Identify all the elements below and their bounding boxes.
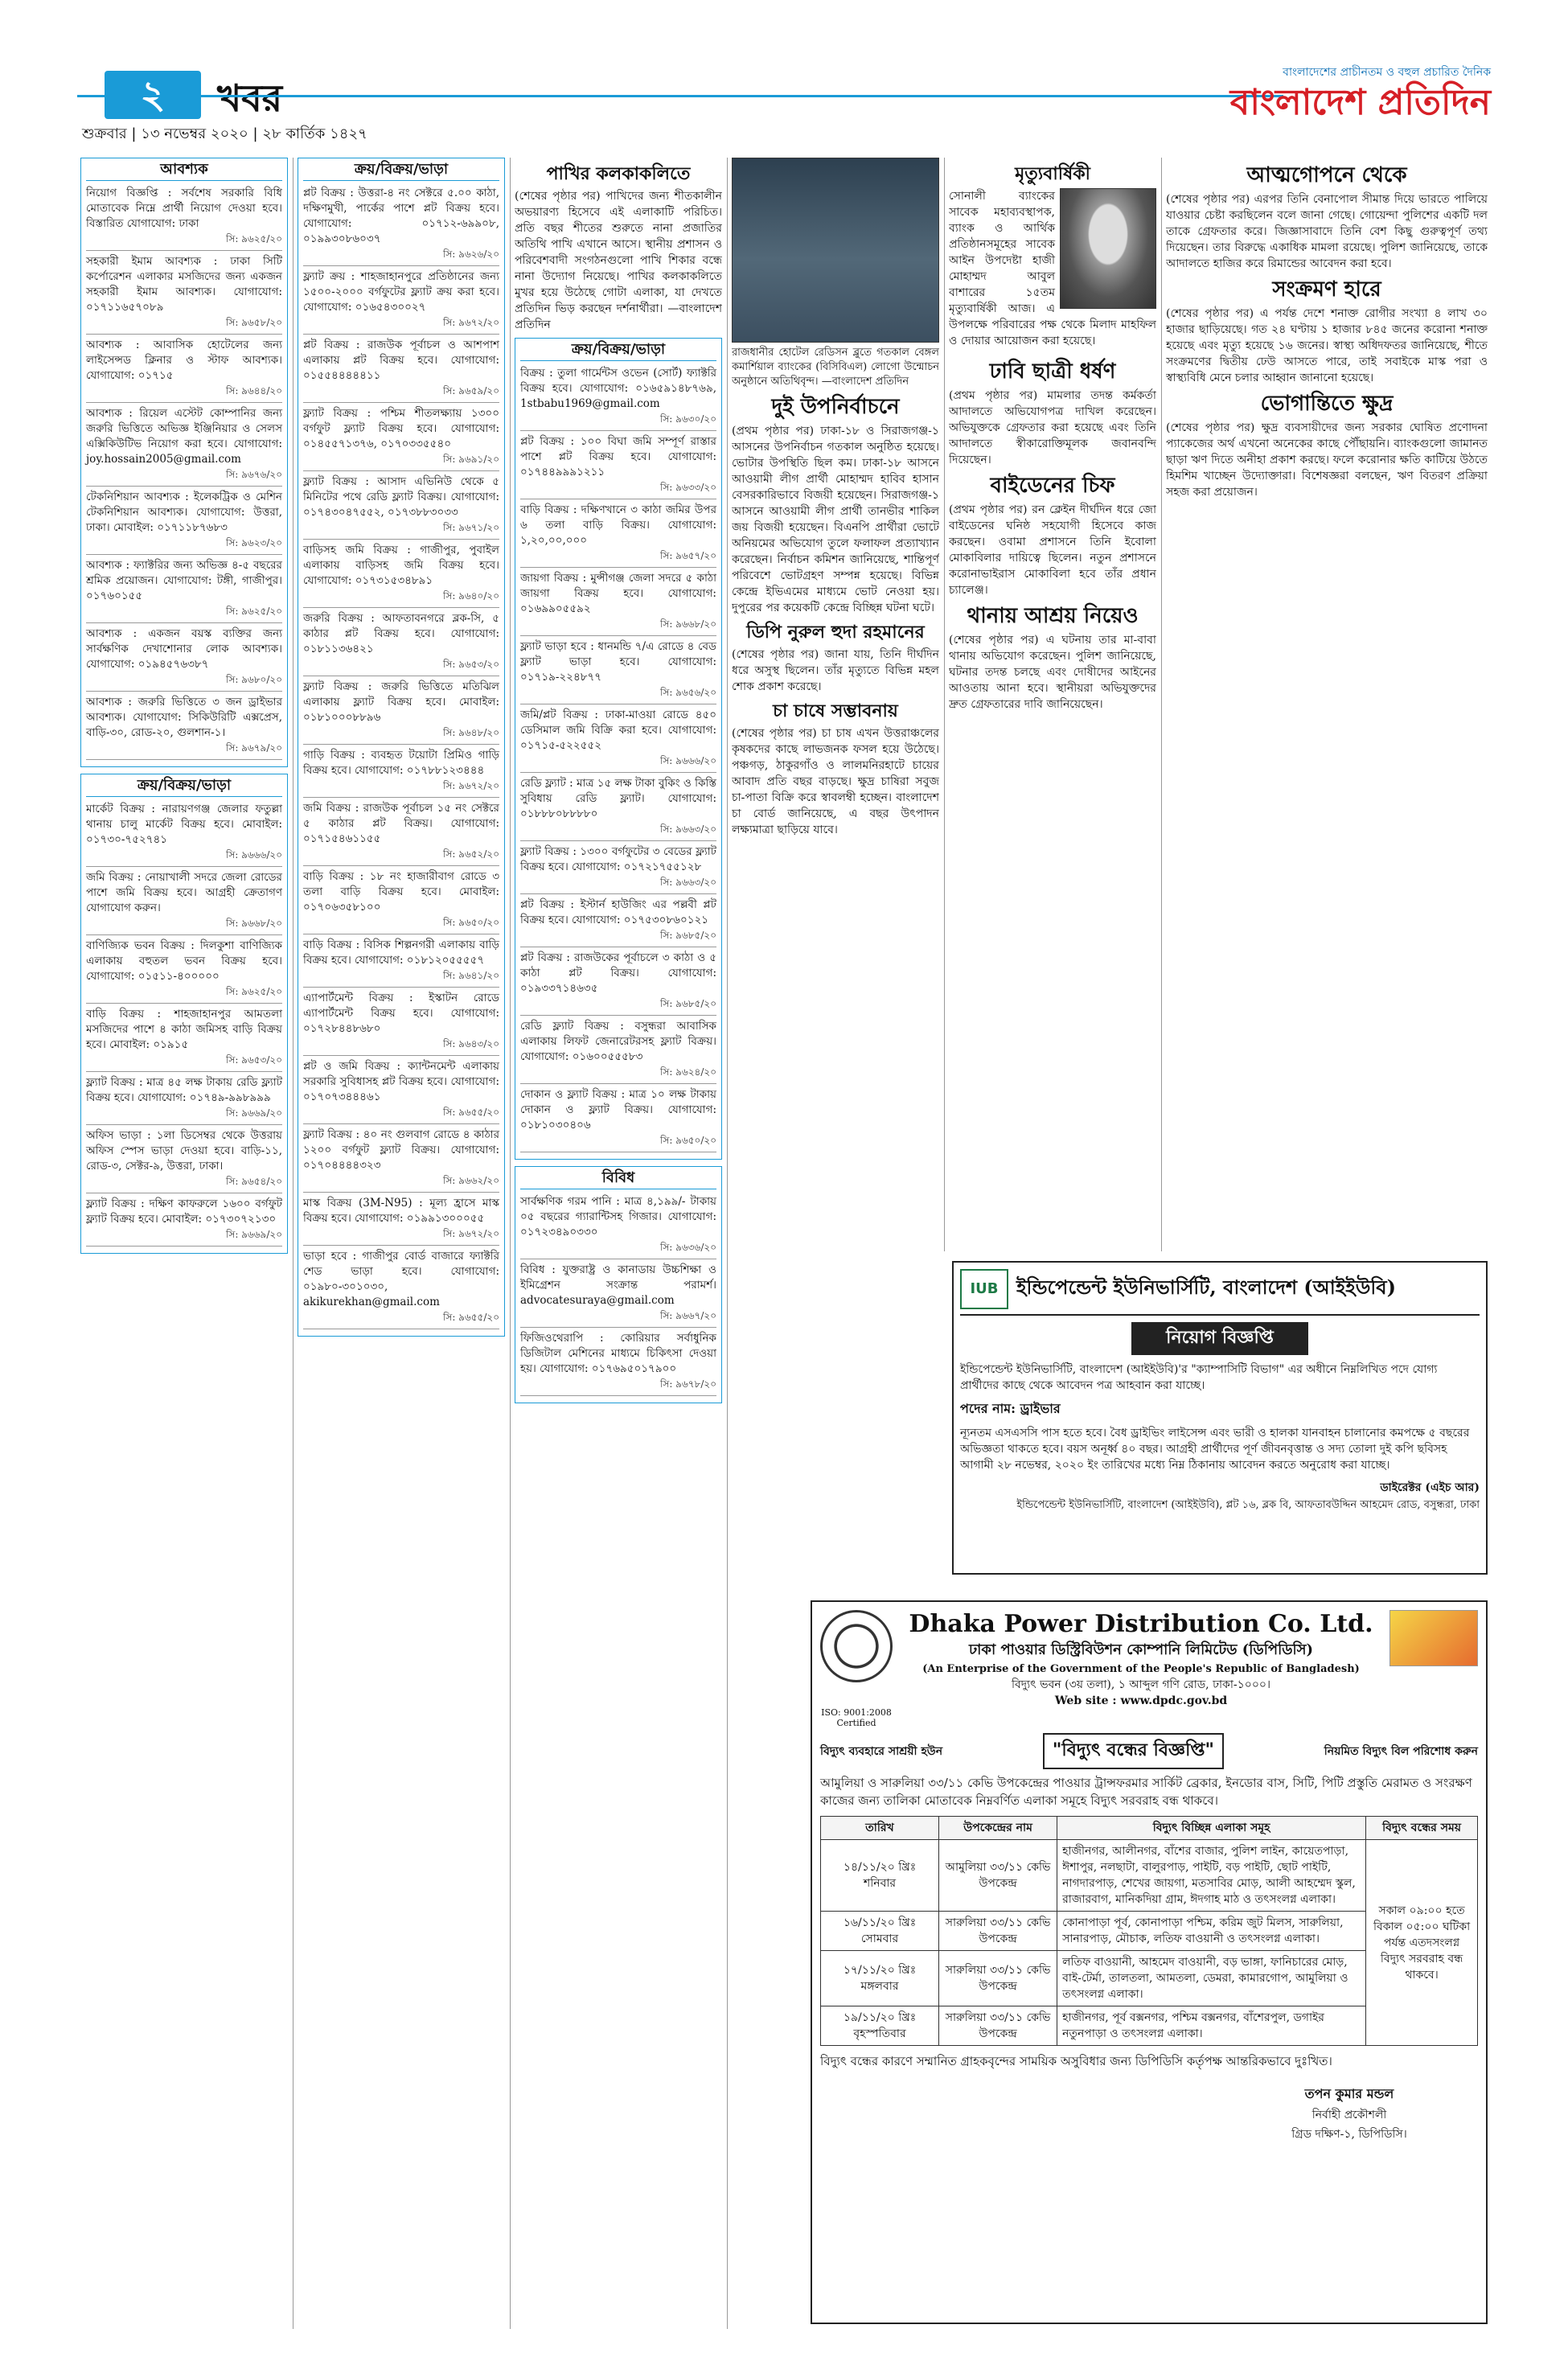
ad-text: টেকনিশিয়ান আবশ্যক : ইলেকট্রিক ও মেশিন টেকনিশিয়ান আবশ্যক। যোগাযোগ: উত্তরা, ঢাকা। মোবাইল: ০১৭১১৮৭৬৮৩ — [86, 491, 282, 534]
company-name-en: Dhaka Power Distribution Co. Ltd. — [909, 1610, 1373, 1638]
classified-ad[interactable] — [86, 695, 282, 760]
notice-body: ন্যূনতম এসএসসি পাস হতে হবে। বৈধ ড্রাইভিং লাইসেন্স এবং ভারী ও হালকা যানবাহন চালানোর কমপক্ষে ৫ বছরের অভিজ্ঞতা থাকতে হবে। বয়স অনূর্ধ্ব ৪০ বছর। আগ্রহী প্রার্থীদের পূর্ণ জীবনবৃত্তান্ত ও সদ্য তোলা দুই কপি ছবিসহ আগামী ২৮ নভেম্বর, ২০২০ ইং তারিখের মধ্যে নিম্ন ঠিকানায় আবেদন করতে অনুরোধ করা যাচ্ছে। — [960, 1427, 1470, 1472]
ad-code: সি: ৯৬৩৩/২০ — [659, 482, 716, 493]
story-headline[interactable]: ভোগান্তিতে ক্ষুদ্র — [1260, 392, 1394, 416]
column-divider — [944, 158, 945, 1251]
classified-ad[interactable] — [86, 186, 282, 251]
column-4 — [732, 158, 939, 1259]
classified-ad[interactable] — [86, 1007, 282, 1072]
section-heading: ক্রয়/বিক্রয়/ভাড়া — [520, 342, 716, 361]
ad-code: সি: ৯৬৫০/২০ — [659, 1135, 716, 1146]
ad-code: সি: ৯৬২৫/২০ — [225, 986, 282, 997]
ad-text: আবশ্যক : জরুরি ভিত্তিতে ৩ জন ড্রাইভার আবশ্যক। যোগাযোগ: সিকিউরিটি এক্সপ্রেস, বাড়ি-৩০, রোড-২০, গুলশান-১। — [86, 696, 282, 739]
story-body: (প্রথম পৃষ্ঠার পর) রন ক্লেইন দীর্ঘদিন ধরে জো বাইডেনের ঘনিষ্ঠ সহযোগী হিসেবে কাজ করছেন। ওবামা প্রশাসনে তিনি ইবোলা মোকাবিলার দায়িত্বে ছিলেন। নতুন প্রশাসনে করোনাভাইরাস মোকাবিলা হবে তাঁর প্রধান চ্যালেঞ্জ। — [949, 503, 1156, 597]
story-body: (শেষের পৃষ্ঠার পর) এ পর্যন্ত দেশে শনাক্ত রোগীর সংখ্যা ৪ লাখ ৩০ হাজার ছাড়িয়েছে। গত ২৪ ঘণ্টায় ১ হাজার ৮৪৫ জনের করোনা শনাক্ত হয়েছে এবং মৃত্যু হয়েছে ১৬ জনের। স্বাস্থ্য অধিদফতর জানিয়েছে, শীতে সংক্রমণের দ্বিতীয় ঢেউ আসতে পারে, তাই সবাইকে মাস্ক পরা ও স্বাস্থ্যবিধি মেনে চলার আহ্বান জানানো হয়েছে। — [1166, 307, 1488, 384]
story-body: (প্রথম পৃষ্ঠার পর) ঢাকা-১৮ ও সিরাজগঞ্জ-১ আসনের উপনির্বাচন গতকাল অনুষ্ঠিত হয়েছে। ভোটার উপস্থিতি ছিল কম। ঢাকা-১৮ আসনে আওয়ামী লীগ প্রার্থী মোহাম্মদ হাবিব হাসান বেসরকারিভাবে বিজয়ী হয়েছেন। সিরাজগঞ্জ-১ আসনে আওয়ামী লীগ প্রার্থী তানভীর শাকিল জয় বিজয়ী হয়েছেন। বিএনপি প্রার্থীরা ভোটে অনিয়মের অভিযোগ তুলে ফলাফল প্রত্যাখ্যান করেছেন। নির্বাচন কমিশন জানিয়েছে, শান্তিপূর্ণ পরিবেশে ভোটগ্রহণ সম্পন্ন হয়েছে। বিভিন্ন কেন্দ্রে ইভিএমের মাধ্যমে ভোট নেওয়া হয়। দুপুরের পর কয়েকটি কেন্দ্রে বিচ্ছিন্ন ঘটনা ঘটে। — [732, 425, 939, 614]
enterprise-line: (An Enterprise of the Government of the People's Republic of Bangladesh) — [922, 1663, 1360, 1675]
dpdc-header — [820, 1610, 1478, 1707]
classified-ad[interactable] — [303, 801, 499, 866]
ad-text: গাড়ি বিক্রয় : ব্যবহৃত টয়োটা প্রিমিও গাড়ি বিক্রয় হবে। যোগাযোগ: ০১৭৮৮১২৩৪৪৪ — [303, 749, 499, 777]
ad-text: ফিজিওথেরাপি : কোরিয়ার সর্বাধুনিক ডিজিটাল মেশিনের মাধ্যমে চিকিৎসা দেওয়া হয়। যোগাযোগ: ০১৭৬৯৫০১৭৯০০ — [520, 1332, 716, 1375]
slogan-left: বিদ্যুৎ ব্যবহারে সাশ্রয়ী হউন — [820, 1744, 943, 1758]
classified-ad[interactable] — [303, 1059, 499, 1124]
classified-ad[interactable] — [520, 503, 716, 568]
ad-code: সি: ৯৬৬৯/২০ — [225, 1229, 282, 1240]
ad-text: বাড়ি বিক্রয় : ১৮ নং হাজারীবাগ রোডে ৩ তলা বাড়ি বিক্রয় হবে। মোবাইল: ০১৭০৬৩৫৮১০০ — [303, 870, 499, 914]
story-body: (শেষের পৃষ্ঠার পর) ক্ষুদ্র ব্যবসায়ীদের জন্য সরকার ঘোষিত প্রণোদনা প্যাকেজের অর্থ এখনো অনেকের কাছে পৌঁছায়নি। ব্যাংকগুলো জামানত ছাড়া ঋণ দিতে অনীহা প্রকাশ করছে। ফলে করোনার ক্ষতি কাটিয়ে উঠতে হিমশিম খাচ্ছেন উদ্যোক্তারা। বিশেষজ্ঞরা বলছেন, ঋণ বিতরণ প্রক্রিয়া সহজ করা প্রয়োজন। — [1166, 421, 1488, 499]
ad-text: ফ্ল্যাট বিক্রয় : পশ্চিম শীতলক্ষ্যায় ১৩০০ বর্গফুট ফ্ল্যাট বিক্রয় হবে। যোগাযোগ: ০১৪৫৫৭১৩৭৬, ০১৭০৩৩৫৫৪০ — [303, 407, 499, 450]
ad-text: দোকান ও ফ্ল্যাট বিক্রয় : মাত্র ১০ লক্ষ টাকায় দোকান ও ফ্ল্যাট বিক্রয়। যোগাযোগ: ০১৮১০৩০৪০৬ — [520, 1088, 716, 1132]
classified-ad[interactable] — [303, 186, 499, 266]
ad-code: সি: ৯৬৪৩/২০ — [442, 1038, 499, 1049]
column-divider — [727, 158, 728, 2329]
classified-ad[interactable] — [86, 626, 282, 692]
cell-areas: কোনাপাড়া পূর্ব, কোনাপাড়া পশ্চিম, করিম জুট মিলস, সারুলিয়া, সানারপাড়, মৌচাক, লতিফ বাওয়ানী ও তৎসংলগ্ন এলাকা। — [1057, 1912, 1366, 1951]
ad-list — [520, 366, 716, 1152]
ad-text: অফিস ভাড়া : ১লা ডিসেম্বর থেকে উত্তরায় অফিস স্পেস ভাড়া দেওয়া হবে। বাড়ি-১১, রোড-৩, সেক্টর-৯, উত্তরা, ঢাকা। — [86, 1129, 282, 1173]
ad-list — [86, 802, 282, 1247]
story-body: (শেষের পৃষ্ঠার পর) চা চাষ এখন উত্তরাঞ্চলের কৃষকদের কাছে লাভজনক ফসল হয়ে উঠেছে। পঞ্চগড়, ঠাকুরগাঁও ও লালমনিরহাটে চায়ের আবাদ প্রতি বছর বাড়ছে। ক্ষুদ্র চাষিরা সবুজ চা-পাতা বিক্রি করে স্বাবলম্বী হচ্ছেন। বাংলাদেশ চা বোর্ড জানিয়েছে, এ বছর উৎপাদন লক্ষ্যমাত্রা ছাড়িয়ে যাবে। — [732, 727, 939, 836]
post-title: পদের নাম: ড্রাইভার — [960, 1401, 1061, 1416]
classified-ad[interactable] — [520, 897, 716, 947]
company-address: বিদ্যুৎ ভবন (৩য় তলা), ১ আব্দুল গণি রোড, ঢাকা-১০০০। — [1011, 1678, 1271, 1691]
classified-ad[interactable] — [520, 639, 716, 704]
table-row — [821, 1840, 1478, 1912]
ad-code: সি: ৯৬৬৮/২০ — [225, 918, 282, 929]
classified-ad[interactable] — [86, 558, 282, 623]
ad-code: সি: ৯৬৫৭/২০ — [659, 550, 716, 561]
ad-code: সি: ৯৬৭৮/২০ — [659, 1378, 716, 1390]
cell-substation: সারুলিয়া ৩৩/১১ কেভি উপকেন্দ্র — [939, 2006, 1057, 2046]
column-classifieds-2 — [298, 158, 505, 2313]
classified-ad[interactable] — [520, 1194, 716, 1259]
ad-code: সি: ৯৬৯১/২০ — [442, 454, 499, 465]
ad-text: ফ্ল্যাট ক্রয় : শাহজাহানপুরে প্রতিষ্ঠানের জন্য ১৫০০-২০০০ বর্গফুটের ফ্ল্যাট ক্রয় করা হবে। যোগাযোগ: ০১৬৫৪৩০০২৭ — [303, 270, 499, 314]
ad-code: সি: ৯৬৫৫/২০ — [442, 1312, 499, 1323]
classified-ad[interactable] — [303, 338, 499, 403]
section-heading: ক্রয়/বিক্রয়/ভাড়া — [303, 162, 499, 181]
classified-ad[interactable] — [86, 802, 282, 867]
ad-text: সহকারী ইমাম আবশ্যক : ঢাকা সিটি কর্পোরেশন এলাকার মসজিদের জন্য একজন সহকারী ইমাম আবশ্যক। যোগাযোগ: ০১৭১১৬৫৭০৮৯ — [86, 255, 282, 314]
photo-caption: রাজধানীর হোটেল রেডিসন ব্লুতে গতকাল বেঙ্গল কমার্শিয়াল ব্যাংকের (বিসিবিএল) লোগো উন্মোচন অনুষ্ঠানে অতিথিবৃন্দ। —বাংলাদেশ প্রতিদিন — [732, 347, 939, 388]
signatory-office: গ্রিড দক্ষিণ-১, ডিপিডিসি। — [1291, 2128, 1407, 2141]
ad-code: সি: ৯৬৭১/২০ — [442, 522, 499, 533]
col-header-time: বিদ্যুৎ বন্ধের সময় — [1366, 1817, 1478, 1840]
column-5 — [949, 158, 1156, 1251]
story-body: (শেষের পৃষ্ঠার পর) পাখিদের জন্য শীতকালীন অভয়ারণ্য হিসেবে এই এলাকাটি পরিচিত। প্রতি বছর শীতের শুরুতে নানা প্রজাতির অতিথি পাখি এখানে আসে। স্থানীয় প্রশাসন ও পরিবেশবাদী সংগঠনগুলো পাখি শিকার বন্ধে নানা উদ্যোগ নিয়েছে। পাখির কলকাকলিতে মুখর হয়ে উঠেছে গোটা এলাকা, যা দেখতে প্রতিদিন ভিড় করছেন দর্শনার্থীরা। —বাংলাদেশ প্রতিদিন — [515, 190, 722, 331]
ad-text: সার্বক্ষণিক গরম পানি : মাত্র ৪,১৯৯/- টাকায় ০৫ বছরের গ্যারান্টিসহ গিজার। যোগাযোগ: ০১৭২৩৪৯০৩৩০ — [520, 1195, 716, 1238]
ad-code: সি: ৯৬৫৪/২০ — [225, 1176, 282, 1187]
dpdc-logo-icon — [820, 1610, 893, 1682]
ad-text: আবশ্যক : একজন বয়স্ক ব্যক্তির জন্য সার্বক্ষণিক দেখাশোনার লোক আবশ্যক। যোগাযোগ: ০১৯৪৫৭৬৩৮৭ — [86, 627, 282, 671]
ad-code: সি: ৯৬৬৭/২০ — [659, 1310, 716, 1321]
story-headline[interactable]: দুই উপনির্বাচনে — [771, 395, 900, 419]
signature-block — [1221, 2084, 1478, 2144]
dateline: শুক্রবার | ১৩ নভেম্বর ২০২০ | ২৮ কার্তিক ১৪২৭ — [82, 125, 367, 142]
classified-ad[interactable] — [303, 680, 499, 745]
outage-schedule-table — [820, 1816, 1478, 2046]
classified-ad[interactable] — [520, 1087, 716, 1152]
ad-code: সি: ৯৬৫৮/২০ — [225, 317, 282, 328]
ad-text: বাড়ি বিক্রয় : শাহজাহানপুর আমতলা মসজিদের পাশে ৪ কাঠা জমিসহ বাড়ি বিক্রয় হবে। মোবাইল: ০১৯১৫ — [86, 1008, 282, 1051]
cell-date: ১৬/১১/২০ খ্রিঃ সোমবার — [821, 1912, 939, 1951]
slogan-right: নিয়মিত বিদ্যুৎ বিল পরিশোধ করুন — [1324, 1744, 1478, 1758]
ad-text: ফ্ল্যাট বিক্রয় : ৪০ নং গুলবাগ রোডে ৪ কাঠার ১২০০ বর্গফুট ফ্ল্যাট বিক্রয়। যোগাযোগ: ০১৭০৪৪৪৪৩২৩ — [303, 1128, 499, 1172]
ad-code: সি: ৯৬২৬/২০ — [442, 248, 499, 260]
iub-header — [960, 1269, 1480, 1316]
company-name-bn: ঢাকা পাওয়ার ডিস্ট্রিবিউশন কোম্পানি লিমিটেড (ডিপিডিসি) — [968, 1641, 1314, 1658]
story-headline[interactable]: ঢাবি ছাত্রী ধর্ষণ — [989, 359, 1116, 384]
outage-apology: বিদ্যুৎ বন্ধের কারণে সম্মানিত গ্রাহকবৃন্দের সাময়িক অসুবিধার জন্য ডিপিডিসি কর্তৃপক্ষ আন্তরিকভাবে দুঃখিত। — [820, 2054, 1332, 2068]
section-buy-sell — [298, 158, 505, 1337]
ad-code: সি: ৯৬৪০/২০ — [442, 590, 499, 602]
ad-text: ফ্ল্যাট ভাড়া হবে : ধানমন্ডি ৭/এ রোডে ৪ বেড ফ্ল্যাট ভাড়া হবে। যোগাযোগ: ০১৭১৯-২২৪৮৭৭ — [520, 640, 716, 684]
logo-tagline: বাংলাদেশের প্রাচীনতম ও বহুল প্রচারিত দৈনিক — [1283, 66, 1491, 79]
classified-ad[interactable] — [520, 1331, 716, 1396]
story-body: (শেষের পৃষ্ঠার পর) এরপর তিনি বেনাপোল সীমান্ত দিয়ে ভারতে পালিয়ে যাওয়ার চেষ্টা করছিলেন বলে জানা গেছে। গোয়েন্দা পুলিশের একটি দল তাকে গ্রেফতার করে। জিজ্ঞাসাবাদে তিনি বেশ কিছু গুরুত্বপূর্ণ তথ্য দিয়েছেন। তার বিরুদ্ধে একাধিক মামলা রয়েছে। পুলিশ জানিয়েছে, তাকে আদালতে হাজির করে রিমান্ডের আবেদন করা হবে। — [1166, 193, 1488, 270]
cell-substation: আমুলিয়া ৩৩/১১ কেভি উপকেন্দ্র — [939, 1840, 1057, 1912]
ad-code: সি: ৯৬৭৬/২০ — [225, 469, 282, 480]
story-body: (শেষের পৃষ্ঠার পর) জানা যায়, তিনি দীর্ঘদিন ধরে অসুস্থ ছিলেন। তাঁর মৃত্যুতে বিভিন্ন মহল শোক প্রকাশ করেছে। — [732, 648, 939, 693]
ad-code: সি: ৯৬৬৬/২০ — [659, 755, 716, 766]
cell-areas: হাজীনগর, আলীনগর, বাঁশের বাজার, পুলিশ লাইন, কায়েতপাড়া, ঈশাপুর, নলছাটা, বালুরপাড়, পাইটি, বড় পাইটি, ছোট পাইটি, নাগদারপাড়, শেখের জায়গা, মতসাবির মোড়, আলী আহম্মেদ স্কুল, রাজারবাগ, মানিকদিয়া গ্রাম, ঈদগাহ মাঠ ও তৎসংলগ্ন এলাকা। — [1057, 1840, 1366, 1912]
ad-text: ফ্ল্যাট বিক্রয় : আসাদ এভিনিউ থেকে ৫ মিনিটের পথে রেডি ফ্ল্যাট বিক্রয়। যোগাযোগ: ০১৭৪৩০৪৭৫৫২, ০১৭৩৮৮৩০৩৩ — [303, 475, 499, 519]
header-rule — [77, 95, 1283, 97]
news-photo[interactable] — [732, 158, 939, 343]
notice-address: ইন্ডিপেন্ডেন্ট ইউনিভার্সিটি, বাংলাদেশ (আইইউবি), প্লট ১৬, ব্লক বি, আফতাবউদ্দিন আহমেদ রোড, বসুন্ধরা, ঢাকা — [1016, 1499, 1480, 1511]
ad-text: প্লট বিক্রয় : রাজউকের পূর্বাচলে ৩ কাঠা ও ৫ কাঠা প্লট বিক্রয়। যোগাযোগ: ০১৯৩৩৭১৪৬৩৫ — [520, 951, 716, 995]
iub-logo-icon: IUB — [960, 1269, 1008, 1309]
cell-substation: সারুলিয়া ৩৩/১১ কেভি উপকেন্দ্র — [939, 1951, 1057, 2006]
classified-ad[interactable] — [520, 776, 716, 841]
cell-areas: হাজীনগর, পূর্ব বক্সনগর, পশ্চিম বক্সনগর, বাঁশেরপুল, ডগাইর নতুনপাড়া ও তৎসংলগ্ন এলাকা। — [1057, 2006, 1366, 2046]
column-6 — [1166, 158, 1488, 1251]
slogan-row — [820, 1733, 1478, 1769]
classified-ad[interactable] — [303, 474, 499, 540]
ad-code: সি: ৯৬৩৬/২০ — [659, 1242, 716, 1253]
classified-ad[interactable] — [86, 406, 282, 487]
story-headline[interactable]: ডিপি নুরুল হুদা রহমানের — [746, 622, 925, 643]
signature: ডাইরেক্টর (এইচ আর) — [1380, 1481, 1480, 1494]
obituary-text: সোনালী ব্যাংকের সাবেক মহাব্যবস্থাপক, ব্যাংক ও আর্থিক প্রতিষ্ঠানসমূহের সাবেক আইন উপদেষ্টা হাজী মোহাম্মদ আবুল বাশারের ১৫তম মৃত্যুবার্ষিকী আজ। এ উপলক্ষে পরিবারের পক্ষ থেকে মিলাদ মাহফিল ও দোয়ার আয়োজন করা হয়েছে। — [949, 190, 1156, 347]
ad-code: সি: ৯৬৫৫/২০ — [442, 1107, 499, 1118]
notice-intro: ইন্ডিপেন্ডেন্ট ইউনিভার্সিটি, বাংলাদেশ (আইইউবি)'র "ক্যাম্পাসিটি বিভাগ" এর অধীনে নিম্নলিখিত পদে যোগ্য প্রার্থীদের কাছে থেকে আবেদন পত্র আহবান করা যাচ্ছে। — [960, 1363, 1438, 1392]
ad-code: সি: ৯৬৮৫/২০ — [659, 998, 716, 1009]
ad-code: সি: ৯৬৭২/২০ — [442, 317, 499, 328]
ad-text: বাড়ি বিক্রয় : বিসিক শিল্পনগরী এলাকায় বাড়ি বিক্রয় হবে। যোগাযোগ: ০১৮১২০৫৫৫৫৭ — [303, 939, 499, 967]
story-headline[interactable]: পাখির কলকাকলিতে — [546, 163, 691, 184]
ad-code: সি: ৯৬৮৫/২০ — [659, 930, 716, 941]
ad-code: সি: ৯৬৫৯/২০ — [442, 385, 499, 396]
cell-areas: লতিফ বাওয়ানী, আহমেদ বাওয়ানী, বড় ভাঙ্গা, ফানিচারের মোড়, বাই-টের্মা, তালতলা, আমতলা, ডেমরা, কামারগোপ, আমুলিয়া ও তৎসংলগ্ন এলাকা। — [1057, 1951, 1366, 2006]
section-heading: ক্রয়/বিক্রয়/ভাড়া — [86, 778, 282, 797]
section-wanted — [80, 158, 288, 767]
iub-name: ইন্ডিপেন্ডেন্ট ইউনিভার্সিটি, বাংলাদেশ (আইইউবি) — [1016, 1275, 1396, 1299]
ad-text: জমি বিক্রয় : নোয়াখালী সদরে জেলা রোডের পাশে জমি বিক্রয় হবে। আগ্রহী ক্রেতাগণ যোগাযোগ করুন। — [86, 871, 282, 914]
story-headline[interactable]: থানায় আশ্রয় নিয়েও — [967, 604, 1139, 628]
ad-code: সি: ৯৬৩০/২০ — [659, 413, 716, 425]
ad-code: সি: ৯৬৪৮/২০ — [442, 727, 499, 738]
classified-ad[interactable] — [303, 869, 499, 934]
ad-text: প্লট বিক্রয় : ১০০ বিঘা জমি সম্পূর্ণ রাস্তার পাশে প্লট বিক্রয় হবে। যোগাযোগ: ০১৭৪৪৯৯৯১২১১ — [520, 435, 716, 478]
page-number-badge: ২ — [105, 71, 201, 119]
ad-text: মার্কেট বিক্রয় : নারায়ণগঞ্জ জেলার ফতুল্লা থানায় চালু মার্কেট বিক্রয় হবে। মোবাইল: ০১৭৩০-৭৫২৭৪১ — [86, 803, 282, 846]
column-classifieds-1 — [80, 158, 288, 2313]
signatory-title: নির্বাহী প্রকৌশলী — [1311, 2109, 1387, 2121]
section-buy-sell — [515, 338, 722, 1160]
ad-text: রেডি ফ্ল্যাট বিক্রয় : বসুন্ধরা আবাসিক এলাকায় লিফট জেনারেটরসহ ফ্ল্যাট বিক্রয়। যোগাযোগ: ০১৬০০৫৫৫৮৩ — [520, 1020, 716, 1063]
ad-text: বাড়িসহ জমি বিক্রয় : গাজীপুর, পুবাইল এলাকায় বাড়িসহ জমি বিক্রয় হবে। যোগাযোগ: ০১৭৩১৫৩৪৮৯১ — [303, 544, 499, 587]
ad-code: সি: ৯৬২৩/২০ — [225, 537, 282, 548]
classified-ad[interactable] — [86, 1128, 282, 1193]
ad-text: জমি/প্লট বিক্রয় : ঢাকা-মাওয়া রোডে ৪৫০ ডেসিমাল জমি বিক্রি করা হবে। যোগাযোগ: ০১৭১৫-৫২২৫৫২ — [520, 709, 716, 752]
ad-text: নিয়োগ বিজ্ঞপ্তি : সর্বশেষ সরকারি বিধি মোতাবেক নিম্নে প্রার্থী নিয়োগ দেওয়া হবে। বিস্তারিত যোগাযোগ: ঢাকা — [86, 187, 282, 230]
ad-text: ফ্ল্যাট বিক্রয় : মাত্র ৪৫ লক্ষ টাকায় রেডি ফ্ল্যাট বিক্রয় হবে। যোগাযোগ: ০১৭৪৯-৯৯৮৯৯৯ — [86, 1076, 282, 1104]
col-header-substation: উপকেন্দ্রের নাম — [939, 1817, 1057, 1840]
portrait-photo — [1060, 188, 1156, 309]
ad-code: সি: ৯৬৫০/২০ — [442, 917, 499, 928]
outage-notice-title: "বিদ্যুৎ বন্ধের বিজ্ঞপ্তি" — [1043, 1733, 1224, 1769]
ad-code: সি: ৯৬৫৬/২০ — [659, 687, 716, 698]
story-headline[interactable]: আত্মগোপনে থেকে — [1246, 163, 1407, 187]
ad-code: সি: ৯৬৬৩/২০ — [659, 824, 716, 835]
classified-ad[interactable] — [303, 1127, 499, 1193]
story-body: (প্রথম পৃষ্ঠার পর) মামলার তদন্ত কর্মকর্তা আদালতে অভিযোগপত্র দাখিল করেছেন। অভিযুক্তকে গ্রেফতার করা হয়েছে এবং তিনি আদালতে স্বীকারোক্তিমূলক জবানবন্দি দিয়েছেন। — [949, 389, 1156, 466]
column-3 — [515, 158, 722, 2313]
story-headline[interactable]: সংক্রমণ হারে — [1272, 277, 1381, 302]
ad-text: রেডি ফ্ল্যাট : মাত্র ১৫ লক্ষ টাকা বুকিং ও কিস্তি সুবিধায় রেডি ফ্ল্যাট। যোগাযোগ: ০১৮৮৮০৮৮৮৮০ — [520, 777, 716, 820]
classified-ad[interactable] — [86, 490, 282, 555]
ad-code: সি: ৯৬২৪/২০ — [659, 1066, 716, 1078]
ad-text: প্লট বিক্রয় : রাজউক পূর্বাচল ও আশপাশ এলাকায় প্লট বিক্রয় হবে। যোগাযোগ: ০১৫৫৪৪৪৪৪১১ — [303, 339, 499, 382]
cell-date: ১৯/১১/২০ খ্রিঃ বৃহস্পতিবার — [821, 2006, 939, 2046]
col-header-areas: বিদ্যুৎ বিচ্ছিন্ন এলাকা সমূহ — [1057, 1817, 1366, 1840]
cell-time: সকাল ০৯:০০ হতে বিকাল ০৫:০০ ঘটিকা পর্যন্ত এতদসংলগ্ন বিদ্যুৎ সরবরাহ বন্ধ থাকবে। — [1366, 1840, 1478, 2046]
classified-ad[interactable] — [303, 1249, 499, 1329]
classified-ad[interactable] — [520, 1019, 716, 1084]
ad-code: সি: ৯৬৮০/২০ — [225, 674, 282, 685]
iso-certified: ISO: 9001:2008 Certified — [821, 1707, 892, 1728]
ad-text: জমি বিক্রয় : রাজউক পূর্বাচল ১৫ নং সেক্টরে ৫ কাঠার প্লট বিক্রয়। যোগাযোগ: ০১৭১৫৪৬১১৫৫ — [303, 802, 499, 845]
ad-text: ফ্ল্যাট বিক্রয় : জরুরি ভিত্তিতে মতিঝিল এলাকায় ফ্ল্যাট বিক্রয় হবে। মোবাইল: ০১৮১০০০৮৮৯৬ — [303, 680, 499, 724]
classified-ad[interactable] — [86, 338, 282, 403]
ad-text: বাড়ি বিক্রয় : দক্ষিণখানে ৩ কাঠা জমির উপর ৬ তলা বাড়ি বিক্রয়। যোগাযোগ: ১,২০,০০,০০০ — [520, 503, 716, 547]
ad-text: জায়গা বিক্রয় : মুন্সীগঞ্জ জেলা সদরে ৫ কাঠা জায়গা বিক্রয় হবে। যোগাযোগ: ০১৬৯৯০৫৫৯২ — [520, 572, 716, 615]
column-divider — [1161, 158, 1162, 1251]
ad-text: এ্যাপার্টমেন্ট বিক্রয় : ইস্কাটন রোডে এ্যাপার্টমেন্ট বিক্রয় হবে। যোগাযোগ: ০১৭২৮৪৪৮৬৮০ — [303, 992, 499, 1035]
ad-code: সি: ৯৬৬৩/২০ — [659, 877, 716, 888]
section-heading: বিবিধ — [520, 1170, 716, 1189]
ad-text: আবশ্যক : আবাসিক হোটেলের জন্য লাইসেন্সড ক্লিনার ও স্টাফ আবশ্যক। যোগাযোগ: ০১৭১৫ — [86, 339, 282, 382]
ad-text: আবশ্যক : রিয়েল এস্টেট কোম্পানির জন্য জরুরি ভিত্তিতে অভিজ্ঞ ইঞ্জিনিয়ার ও সেলস এক্সিকিউটিভ নিয়োগ করা হবে। যোগাযোগ: joy.hossain2005@gmail.com — [86, 407, 282, 466]
classified-ad[interactable] — [303, 269, 499, 335]
classified-ad[interactable] — [303, 543, 499, 608]
cell-date: ১৭/১১/২০ খ্রিঃ মঙ্গলবার — [821, 1951, 939, 2006]
story-headline[interactable]: বাইডেনের চিফ — [990, 474, 1115, 498]
section-buy-sell — [80, 774, 288, 1254]
company-website[interactable]: Web site : www.dpdc.gov.bd — [1054, 1694, 1228, 1707]
ad-code: সি: ৯৬৬৮/২০ — [659, 618, 716, 630]
ad-code: সি: ৯৬৫২/২০ — [442, 848, 499, 860]
ad-text: জরুরি বিক্রয় : আফতাবনগরে ব্লক-সি, ৫ কাঠার প্লট বিক্রয় হবে। যোগাযোগ: ০১৮১১৩৬৪২১ — [303, 612, 499, 655]
section-heading: আবশ্যক — [86, 162, 282, 181]
classified-ad[interactable] — [303, 611, 499, 676]
ad-text: প্লট বিক্রয় : ইস্টার্ন হাউজিং এর পল্লবী প্লট বিক্রয় হবে। যোগাযোগ: ০১৭৫৩০৮৬০১২১ — [520, 898, 716, 926]
ad-text: ফ্ল্যাট বিক্রয় : দক্ষিণ কাফরুলে ১৬০০ বর্গফুট ফ্ল্যাট বিক্রয় হবে। মোবাইল: ০১৭৩০৭২১৩০ — [86, 1197, 282, 1226]
ad-code: সি: ৯৬৬৬/২০ — [225, 849, 282, 860]
ad-code: সি: ৯৬৪১/২০ — [442, 970, 499, 981]
classified-ad[interactable] — [520, 1263, 716, 1328]
classified-ad[interactable] — [303, 938, 499, 988]
ad-code: সি: ৯৬৬৯/২০ — [225, 1107, 282, 1119]
classified-ad[interactable] — [520, 844, 716, 894]
ad-text: ভাড়া হবে : গাজীপুর বোর্ড বাজারে ফ্যাক্টরি শেড ভাড়া হবে। যোগাযোগ: ০১৯৮০-৩০১০৩০, akikurekhan@gmail.com — [303, 1250, 499, 1308]
signatory-name: তপন কুমার মন্ডল — [1304, 2086, 1394, 2101]
classified-ad[interactable] — [86, 1197, 282, 1247]
ad-code: সি: ৯৬৭২/২০ — [442, 1228, 499, 1239]
section-misc — [515, 1166, 722, 1403]
classified-ad[interactable] — [86, 254, 282, 335]
cell-date: ১৪/১১/২০ খ্রিঃ শনিবার — [821, 1840, 939, 1912]
ad-text: বিক্রয় : তুলা গার্মেন্টস ওভেন (সোর্ট) ফ্যাক্টরি বিক্রয় হবে। যোগাযোগ: ০১৬৫৯১৪৮৭৬৯, 1stbabu1969@gmail.com — [520, 367, 716, 410]
ad-code: সি: ৯৬২৫/২০ — [225, 606, 282, 617]
ad-text: বিবিধ : যুক্তরাষ্ট্র ও কানাডায় উচ্চশিক্ষা ও ইমিগ্রেশন সংক্রান্ত পরামর্শ। advocatesuraya@gmail.com — [520, 1263, 716, 1307]
ad-text: ফ্ল্যাট বিক্রয় : ১৩০০ বর্গফুটের ৩ বেডের ফ্ল্যাট বিক্রয় হবে। যোগাযোগ: ০১৭২১৭৫৫১২৮ — [520, 845, 716, 873]
ad-text: প্লট ও জমি বিক্রয় : ক্যান্টনমেন্ট এলাকায় সরকারি সুবিধাসহ প্লট বিক্রয় হবে। যোগাযোগ: ০১৭০৭৩৪৪৪৬১ — [303, 1060, 499, 1103]
classified-ad[interactable] — [86, 939, 282, 1004]
classified-ad[interactable] — [303, 991, 499, 1056]
classified-ad[interactable] — [520, 951, 716, 1016]
ad-code: সি: ৯৬৭২/২০ — [442, 780, 499, 791]
story-headline[interactable]: চা চাষে সম্ভাবনায় — [773, 700, 898, 721]
obituary-heading: মৃত্যুবার্ষিকী — [1015, 163, 1090, 184]
iub-recruitment-notice[interactable] — [952, 1261, 1488, 1575]
ad-code: সি: ৯৬২৫/২০ — [225, 233, 282, 244]
newspaper-logo[interactable] — [1230, 63, 1491, 124]
classified-ad[interactable] — [520, 366, 716, 431]
classified-ad[interactable] — [303, 748, 499, 798]
classified-ad[interactable] — [520, 708, 716, 773]
dpdc-power-outage-notice[interactable] — [811, 1600, 1488, 2324]
col-header-date: তারিখ — [821, 1817, 939, 1840]
ad-code: সি: ৯৬৫৩/২০ — [225, 1054, 282, 1066]
ad-code: সি: ৯৬৬২/২০ — [442, 1175, 499, 1186]
section-title: খবর — [217, 76, 283, 120]
ad-text: বাণিজ্যিক ভবন বিক্রয় : দিলকুশা বাণিজ্যিক এলাকায় বহুতল ভবন বিক্রয় হবে। যোগাযোগ: ০১৫১১-৪০০০০০ — [86, 939, 282, 983]
ad-code: সি: ৯৬৫৩/২০ — [442, 659, 499, 670]
ad-list — [86, 186, 282, 760]
classified-ad[interactable] — [520, 434, 716, 499]
story-body: (শেষের পৃষ্ঠার পর) এ ঘটনায় তার মা-বাবা থানায় অভিযোগ করেছেন। পুলিশ জানিয়েছে, ঘটনার তদন্ত চলছে এবং দোষীদের আইনের আওতায় আনা হবে। স্থানীয়রা অভিযুক্তদের দ্রুত গ্রেফতারের দাবি জানিয়েছেন। — [949, 634, 1156, 711]
notice-title: নিয়োগ বিজ্ঞপ্তি — [1131, 1322, 1308, 1355]
campaign-logo-icon — [1389, 1610, 1478, 1666]
ad-text: আবশ্যক : ফ্যাক্টরির জন্য অভিজ্ঞ ৪-৫ বছরের শ্রমিক প্রয়োজন। যোগাযোগ: টঙ্গী, গাজীপুর। ০১৭৬০১৫৫ — [86, 559, 282, 602]
classified-ad[interactable] — [86, 1075, 282, 1125]
logo-name: বাংলাদেশ প্রতিদিন — [1229, 82, 1491, 123]
ad-code: সি: ৯৬৭৯/২০ — [225, 742, 282, 754]
classified-ad[interactable] — [303, 406, 499, 471]
ad-list — [520, 1194, 716, 1396]
classified-ad[interactable] — [303, 1196, 499, 1246]
table-header-row — [821, 1817, 1478, 1840]
classified-ad[interactable] — [520, 571, 716, 636]
column-divider — [510, 158, 511, 2329]
ad-text: প্লট বিক্রয় : উত্তরা-৪ নং সেক্টরে ৫.০০ কাঠা, দক্ষিণমুখী, পার্কের পাশে প্লট বিক্রয় হবে। যোগাযোগ: ০১৭১২-৬৯৯০৮, ০১৯৯৩০৮৬০৩৭ — [303, 187, 499, 245]
classified-ad[interactable] — [86, 870, 282, 935]
outage-intro: আমুলিয়া ও সারুলিয়া ৩৩/১১ কেভি উপকেন্দ্রের পাওয়ার ট্রান্সফরমার সার্কিট ব্রেকার, ইনডোর বাস, সিটি, পিটি প্রস্তুতি মেরামত ও সংরক্ষণ কাজের জন্য তালিকা মোতাবেক নিম্নবর্ণিত এলাকা সমূহে বিদ্যুৎ সরবরাহ বন্ধ থাকবে। — [820, 1776, 1472, 1808]
ad-list — [303, 186, 499, 1329]
ad-code: সি: ৯৬৪৪/২০ — [225, 385, 282, 396]
ad-text: মাস্ক বিক্রয় (3M-N95) : মূল্য হ্রাসে মাস্ক বিক্রয় হবে। যোগাযোগ: ০১৯৯১৩০০০৫৫ — [303, 1197, 499, 1225]
cell-substation: সারুলিয়া ৩৩/১১ কেভি উপকেন্দ্র — [939, 1912, 1057, 1951]
